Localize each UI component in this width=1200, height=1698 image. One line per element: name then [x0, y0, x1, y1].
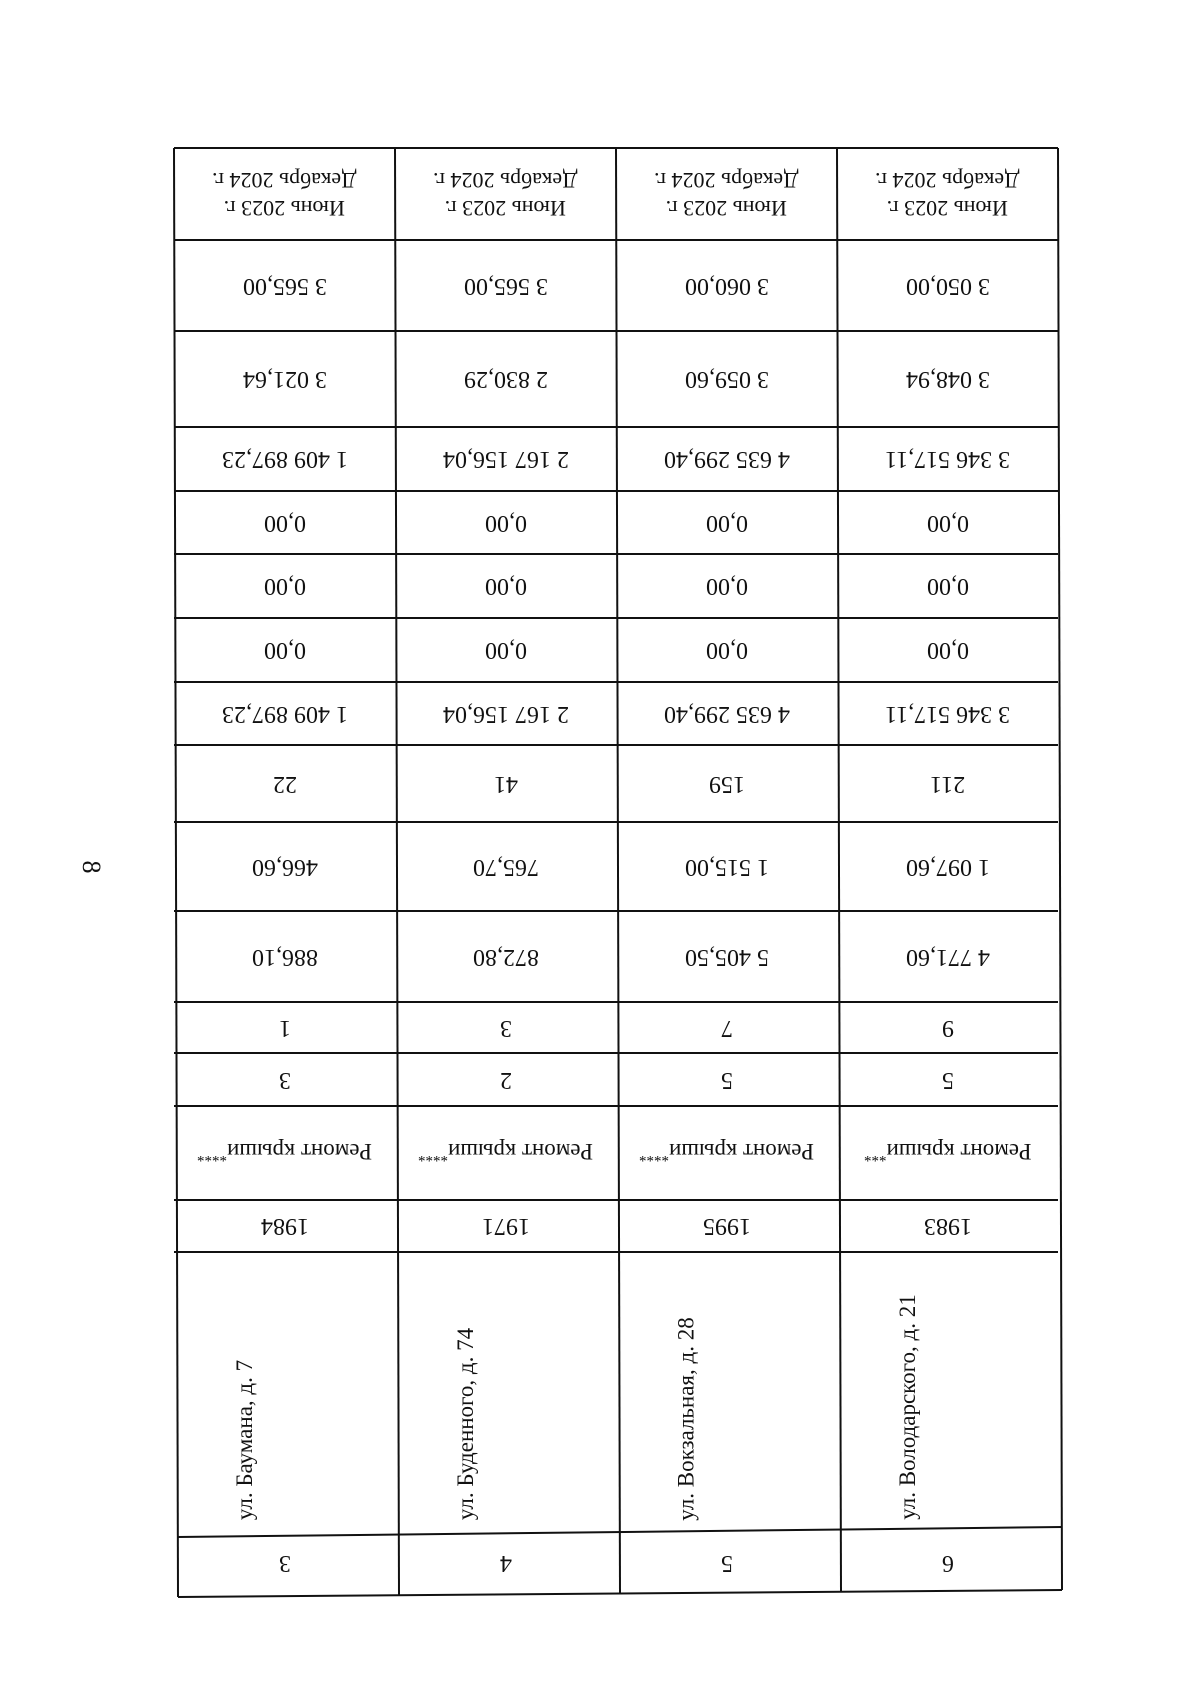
cell-value: 0,00	[705, 637, 748, 663]
table-cell-value-4	[397, 493, 614, 552]
table-cell-entrances	[176, 1055, 393, 1104]
table-cell-value-2	[397, 333, 614, 425]
period-text	[654, 166, 798, 222]
table-cell-value-9	[397, 824, 614, 909]
period-text	[433, 166, 577, 222]
table-cell-work	[397, 1108, 614, 1198]
table-cell-floors	[176, 1004, 393, 1051]
table-cell-value-1	[839, 242, 1056, 329]
cell-value: 9	[941, 1014, 954, 1041]
work-footnote-mark: ****	[638, 1147, 669, 1164]
cell-value: 3 565,00	[463, 272, 548, 299]
cell-value: 3 050,00	[905, 272, 990, 299]
cell-value: 1	[278, 1014, 291, 1041]
table-cell-value-7	[618, 684, 835, 743]
cell-value: 0,00	[926, 637, 969, 663]
cell-value: 3 048,94	[905, 366, 990, 392]
cell-value: 4 635 299,40	[663, 700, 790, 727]
table-cell-year	[397, 1202, 614, 1250]
work-footnote-mark: ****	[417, 1147, 448, 1164]
table-cell-value-1	[176, 242, 393, 329]
cell-value: 159	[708, 770, 745, 797]
table-cell-entrances	[839, 1055, 1056, 1104]
cell-value: 0,00	[926, 573, 969, 599]
table-cell-row-number	[176, 1534, 393, 1592]
period-line: Июнь 2023 г.	[444, 196, 567, 221]
work-text	[639, 1137, 814, 1170]
table-cell-value-3	[397, 429, 614, 489]
page-number: 8	[77, 860, 106, 874]
table-cell-value-2	[618, 333, 835, 425]
cell-value: 3 021,64	[242, 366, 327, 392]
table-cell-entrances	[397, 1055, 614, 1104]
table-cell-value-1	[397, 242, 614, 329]
table-cell-address	[176, 1254, 393, 1530]
period-line: Декабрь 2024 г.	[212, 168, 357, 193]
table-cell-floors	[839, 1004, 1056, 1051]
table-cell-address	[839, 1254, 1056, 1530]
period-line: Июнь 2023 г.	[886, 196, 1009, 221]
cell-value: 2 167 156,04	[442, 700, 569, 727]
table-cell-year	[176, 1202, 393, 1250]
table-cell-value-7	[839, 684, 1056, 743]
cell-value: 3 565,00	[242, 272, 327, 299]
period-text	[212, 166, 356, 222]
table-cell-row-number	[839, 1534, 1056, 1592]
table-cell-value-6	[176, 620, 393, 680]
table-cell-value-8	[618, 747, 835, 820]
cell-value: 4 771,60	[905, 943, 990, 970]
table-cell-value-8	[397, 747, 614, 820]
table-cell-value-3	[176, 429, 393, 489]
cell-value: 2	[499, 1066, 512, 1093]
cell-value: 2 167 156,04	[442, 446, 569, 472]
table-cell-value-9	[839, 824, 1056, 909]
address-text: ул. Буденного, д. 74	[452, 1327, 478, 1521]
cell-value: 1 409 897,23	[221, 700, 348, 727]
period-line: Июнь 2023 г.	[665, 196, 788, 221]
cell-value: 0,00	[705, 509, 748, 536]
table-cell-value-9	[618, 824, 835, 909]
cell-value: 4	[499, 1550, 512, 1576]
cell-value: 4 635 299,40	[663, 446, 790, 472]
cell-value: 466,60	[251, 853, 318, 880]
table-cell-floors	[618, 1004, 835, 1051]
cell-value: 886,10	[251, 943, 318, 970]
work-label: Ремонт крыши	[226, 1138, 372, 1164]
table-cell-period	[397, 150, 614, 238]
table-cell-value-5	[839, 556, 1056, 616]
table-cell-value-10	[176, 913, 393, 1000]
cell-value: 0,00	[484, 637, 527, 663]
table-cell-value-5	[176, 556, 393, 616]
work-label: Ремонт крыши	[886, 1138, 1032, 1164]
period-line: Декабрь 2024 г.	[433, 168, 578, 193]
work-text	[864, 1137, 1032, 1170]
cell-value: 0,00	[926, 509, 969, 536]
cell-value: 5	[720, 1066, 733, 1093]
table-cell-address	[397, 1254, 614, 1530]
table-cell-value-3	[839, 429, 1056, 489]
cell-value: 3	[278, 1550, 291, 1576]
cell-value: 0,00	[263, 637, 306, 663]
cell-value: 0,00	[705, 573, 748, 599]
cell-value: 765,70	[472, 853, 539, 880]
table-cell-value-5	[397, 556, 614, 616]
cell-value: 0,00	[484, 509, 527, 536]
table-cell-work	[618, 1108, 835, 1198]
cell-value: 1984	[260, 1213, 309, 1239]
table-cell-year	[618, 1202, 835, 1250]
table-cell-value-7	[397, 684, 614, 743]
work-text	[197, 1137, 372, 1170]
table-cell-value-10	[618, 913, 835, 1000]
table-cell-work	[839, 1108, 1056, 1198]
cell-value: 5	[720, 1550, 733, 1576]
table-cell-value-6	[618, 620, 835, 680]
cell-value: 0,00	[263, 509, 306, 536]
table-cell-floors	[397, 1004, 614, 1051]
period-line: Июнь 2023 г.	[223, 196, 346, 221]
cell-value: 22	[272, 770, 297, 797]
cell-value: 3 346 517,11	[884, 446, 1011, 472]
cell-value: 872,80	[472, 943, 539, 970]
cell-value: 41	[493, 770, 518, 797]
table-cell-row-number	[618, 1534, 835, 1592]
table-cell-value-7	[176, 684, 393, 743]
cell-value: 2 830,29	[463, 366, 548, 392]
work-text	[418, 1137, 593, 1170]
table-cell-value-5	[618, 556, 835, 616]
table-cell-value-4	[618, 493, 835, 552]
table-cell-value-10	[839, 913, 1056, 1000]
table-cell-value-9	[176, 824, 393, 909]
table-cell-value-4	[839, 493, 1056, 552]
table-cell-address	[618, 1254, 835, 1530]
table-cell-entrances	[618, 1055, 835, 1104]
cell-value: 5	[941, 1066, 954, 1093]
table-cell-value-10	[397, 913, 614, 1000]
cell-value: 1983	[923, 1213, 972, 1239]
cell-value: 1971	[481, 1213, 530, 1239]
cell-value: 3 346 517,11	[884, 700, 1011, 727]
address-text: ул. Баумана, д. 7	[231, 1359, 257, 1521]
address-text: ул. Володарского, д. 21	[894, 1294, 920, 1520]
table-cell-value-1	[618, 242, 835, 329]
work-label: Ремонт крыши	[447, 1138, 593, 1164]
cell-value: 6	[941, 1550, 954, 1576]
cell-value: 1 409 897,23	[221, 446, 348, 472]
table-cell-value-4	[176, 493, 393, 552]
table-cell-period	[839, 150, 1056, 238]
table-cell-value-2	[839, 333, 1056, 425]
cell-value: 0,00	[484, 573, 527, 599]
cell-value: 3 059,60	[684, 366, 769, 392]
table-cell-row-number	[397, 1534, 614, 1592]
cell-value: 3	[278, 1066, 291, 1093]
table-cell-work	[176, 1108, 393, 1198]
table-cell-period	[176, 150, 393, 238]
work-footnote-mark: ***	[863, 1147, 887, 1164]
period-line: Декабрь 2024 г.	[875, 168, 1020, 193]
table-cell-value-2	[176, 333, 393, 425]
cell-value: 1 515,00	[684, 853, 769, 880]
cell-value: 211	[929, 770, 966, 797]
cell-value: 1 097,60	[905, 853, 990, 880]
table-cell-value-8	[176, 747, 393, 820]
cell-value: 7	[720, 1014, 733, 1041]
cell-value: 3 060,00	[684, 272, 769, 299]
cell-value: 5 405,50	[684, 943, 769, 970]
table-cell-value-6	[397, 620, 614, 680]
table-cell-value-6	[839, 620, 1056, 680]
work-label: Ремонт крыши	[668, 1138, 814, 1164]
cell-value: 1995	[702, 1213, 751, 1239]
work-footnote-mark: ****	[196, 1147, 227, 1164]
cell-value: 0,00	[263, 573, 306, 599]
table-cell-value-3	[618, 429, 835, 489]
cell-value: 3	[499, 1014, 512, 1041]
period-text	[875, 166, 1019, 222]
address-text: ул. Вокзальная, д. 28	[673, 1316, 699, 1521]
table-cell-value-8	[839, 747, 1056, 820]
period-line: Декабрь 2024 г.	[654, 168, 799, 193]
table-cell-year	[839, 1202, 1056, 1250]
table-cell-period	[618, 150, 835, 238]
